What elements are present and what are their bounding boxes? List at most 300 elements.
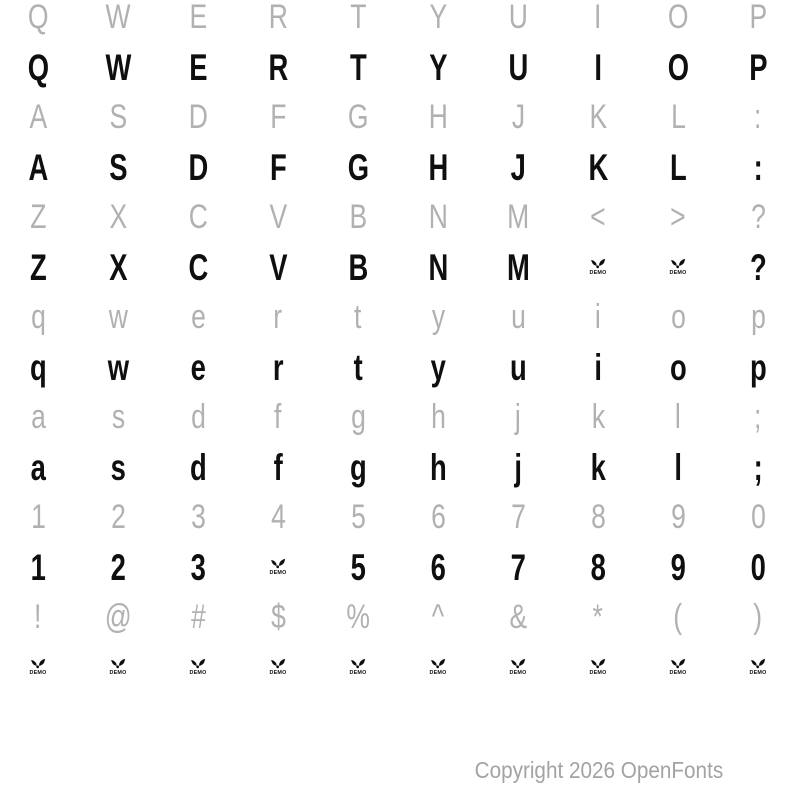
glyph-cell (106, 146, 131, 188)
glyph-cell (426, 46, 451, 88)
glyph-cell (27, 346, 50, 388)
glyph-cell (749, 200, 768, 234)
glyph-char: 3 (190, 546, 206, 588)
demo-fleuron-icon (748, 657, 768, 677)
glyph-char: L (670, 98, 686, 136)
glyph-cell (27, 246, 50, 288)
svg-text:DEMO: DEMO (429, 670, 447, 676)
glyph-cell (510, 100, 527, 134)
glyph-char: O (667, 0, 689, 36)
glyph-cell (746, 46, 771, 88)
glyph-char: Y (429, 0, 447, 36)
glyph-cell (272, 446, 284, 488)
glyph-cell (101, 600, 136, 634)
glyph-cell (186, 46, 211, 88)
glyph-char: q (29, 346, 47, 388)
glyph-cell (189, 300, 208, 334)
glyph-char: A (28, 146, 48, 188)
glyph-char: q (30, 298, 46, 336)
glyph-char: U (508, 46, 528, 88)
glyph-char: K (588, 146, 608, 188)
glyph-char: ? (750, 198, 766, 236)
glyph-cell (505, 46, 532, 88)
demo-fleuron-icon (28, 657, 48, 677)
glyph-row-bold (0, 142, 798, 192)
glyph-char: l (675, 398, 681, 436)
glyph-cell (349, 500, 368, 534)
glyph-cell (593, 0, 602, 34)
glyph-cell (28, 200, 49, 234)
glyph-row-bold (0, 242, 798, 292)
glyph-char: i (595, 298, 601, 336)
glyph-char: F (269, 98, 287, 136)
glyph-char: * (592, 598, 604, 636)
glyph-char: U (508, 0, 528, 36)
demo-glyph (588, 657, 608, 677)
glyph-cell (187, 446, 210, 488)
glyph-cell (430, 600, 446, 634)
glyph-cell (594, 300, 602, 334)
glyph-cell (752, 146, 764, 188)
glyph-cell (428, 546, 449, 588)
glyph-cell (509, 300, 528, 334)
demo-glyph (28, 657, 48, 677)
glyph-cell (108, 546, 129, 588)
demo-glyph (348, 657, 368, 677)
glyph-cell (514, 400, 522, 434)
glyph-char: u (509, 346, 527, 388)
svg-text:DEMO: DEMO (269, 570, 287, 576)
demo-fleuron-icon (668, 657, 688, 677)
glyph-char: r (272, 346, 284, 388)
glyph-char: R (268, 0, 288, 36)
glyph-char: G (347, 146, 369, 188)
glyph-cell (189, 400, 208, 434)
glyph-cell (104, 346, 133, 388)
glyph-cell (428, 346, 449, 388)
glyph-cell (267, 146, 290, 188)
glyph-char: W (105, 0, 131, 36)
glyph-char: B (348, 246, 368, 288)
glyph-cell (348, 546, 369, 588)
glyph-char: e (190, 346, 206, 388)
svg-text:DEMO: DEMO (669, 670, 687, 676)
glyph-cell (752, 600, 763, 634)
glyph-char: ( (673, 598, 683, 636)
glyph-cell (344, 146, 373, 188)
glyph-cell (426, 200, 451, 234)
glyph-cell (587, 100, 610, 134)
glyph-char: D (188, 98, 208, 136)
glyph-cell (664, 46, 693, 88)
glyph-cell (108, 446, 129, 488)
glyph-cell (593, 46, 603, 88)
glyph-char: p (750, 298, 766, 336)
glyph-cell (430, 300, 447, 334)
glyph-char: o (670, 298, 686, 336)
glyph-cell (747, 346, 770, 388)
glyph-row-bold (0, 642, 798, 692)
glyph-cell (189, 600, 208, 634)
glyph-cell (24, 46, 53, 88)
glyph-cell (508, 546, 529, 588)
glyph-char: # (190, 598, 206, 636)
glyph-char: 6 (430, 546, 446, 588)
glyph-cell (188, 346, 209, 388)
glyph-cell (343, 600, 373, 634)
glyph-char: r (273, 298, 283, 336)
glyph-char: @ (104, 598, 132, 636)
glyph-char: 8 (590, 546, 606, 588)
glyph-row-bold (0, 342, 798, 392)
glyph-char: ; (754, 398, 762, 436)
glyph-cell (591, 600, 604, 634)
glyph-char: D (188, 146, 208, 188)
glyph-cell (427, 0, 450, 34)
glyph-char: G (347, 98, 369, 136)
glyph-cell (345, 100, 371, 134)
glyph-cell (593, 346, 603, 388)
demo-glyph (268, 657, 288, 677)
demo-glyph (508, 657, 528, 677)
glyph-cell (186, 100, 211, 134)
glyph-char: y (431, 298, 445, 336)
glyph-cell (427, 446, 450, 488)
glyph-char: J (510, 146, 526, 188)
glyph-char: T (349, 0, 367, 36)
demo-glyph (428, 657, 448, 677)
glyph-row-bold (0, 542, 798, 592)
glyph-cell (29, 300, 48, 334)
glyph-char: J (511, 98, 525, 136)
glyph-char: i (594, 346, 602, 388)
glyph-cell (25, 0, 51, 34)
glyph-char: ! (34, 598, 42, 636)
glyph-char: e (190, 298, 206, 336)
glyph-char: a (30, 446, 46, 488)
glyph-char: j (515, 398, 521, 436)
glyph-cell (672, 600, 683, 634)
glyph-cell (110, 400, 127, 434)
glyph-char: Z (29, 198, 47, 236)
glyph-char: k (591, 398, 605, 436)
svg-text:DEMO: DEMO (189, 670, 207, 676)
glyph-char: l (674, 446, 682, 488)
svg-text:DEMO: DEMO (349, 670, 367, 676)
glyph-cell (508, 146, 529, 188)
glyph-cell (506, 0, 531, 34)
copyright-text: Copyright 2026 OpenFonts (474, 757, 723, 783)
glyph-char: W (105, 46, 131, 88)
demo-glyph (268, 557, 288, 577)
glyph-char: S (108, 146, 128, 188)
glyph-cell (426, 100, 451, 134)
demo-fleuron-icon (108, 657, 128, 677)
glyph-char: a (30, 398, 46, 436)
glyph-cell (665, 0, 691, 34)
glyph-char: ; (753, 446, 763, 488)
svg-text:DEMO: DEMO (509, 670, 527, 676)
glyph-cell (673, 446, 683, 488)
glyph-char: ? (749, 246, 767, 288)
glyph-cell (753, 100, 762, 134)
glyph-row-light (0, 92, 798, 142)
glyph-cell (101, 46, 136, 88)
glyph-char: M (506, 198, 530, 236)
glyph-cell (185, 246, 212, 288)
glyph-char: ) (753, 598, 763, 636)
glyph-cell (189, 500, 208, 534)
glyph-cell (588, 200, 608, 234)
glyph-row-light (0, 392, 798, 442)
glyph-char: N (428, 198, 448, 236)
glyph-char: 2 (110, 546, 126, 588)
glyph-cell (590, 400, 607, 434)
glyph-char: C (188, 198, 208, 236)
glyph-cell (667, 146, 690, 188)
demo-glyph (668, 657, 688, 677)
glyph-char: u (510, 298, 526, 336)
glyph-cell (271, 346, 285, 388)
glyph-row-light (0, 292, 798, 342)
glyph-cell (265, 46, 292, 88)
demo-fleuron-icon (348, 657, 368, 677)
svg-text:DEMO: DEMO (749, 670, 767, 676)
glyph-char: C (188, 246, 208, 288)
glyph-cell (273, 400, 282, 434)
glyph-cell (507, 346, 530, 388)
glyph-cell (106, 300, 131, 334)
glyph-char: Q (27, 46, 49, 88)
glyph-cell (669, 100, 688, 134)
glyph-cell (585, 146, 612, 188)
glyph-char: N (428, 246, 448, 288)
glyph-cell (29, 400, 48, 434)
glyph-row-light (0, 592, 798, 642)
glyph-cell (102, 0, 134, 34)
demo-glyph (588, 257, 608, 277)
glyph-char: > (670, 198, 686, 236)
glyph-cell (752, 446, 764, 488)
glyph-char: 8 (590, 498, 606, 536)
glyph-char: A (29, 98, 47, 136)
glyph-char: s (110, 446, 126, 488)
glyph-cell (749, 300, 768, 334)
glyph-char: g (349, 446, 367, 488)
glyph-char: Z (29, 246, 47, 288)
glyph-cell (749, 500, 768, 534)
glyph-char: X (108, 246, 128, 288)
glyph-cell (272, 300, 283, 334)
svg-text:DEMO: DEMO (109, 670, 127, 676)
glyph-cell (268, 100, 289, 134)
glyph-cell (352, 346, 364, 388)
glyph-char: : (753, 146, 763, 188)
demo-fleuron-icon (428, 657, 448, 677)
glyph-row-light (0, 192, 798, 242)
glyph-char: H (428, 98, 448, 136)
glyph-char: I (594, 0, 602, 36)
glyph-cell (668, 200, 688, 234)
glyph-cell (107, 200, 130, 234)
glyph-cell (266, 0, 291, 34)
glyph-char: g (350, 398, 366, 436)
glyph-char: 0 (750, 546, 766, 588)
glyph-cell (425, 246, 452, 288)
glyph-cell (187, 0, 210, 34)
demo-fleuron-icon (268, 557, 288, 577)
glyph-char: h (429, 446, 447, 488)
glyph-cell (269, 600, 288, 634)
glyph-char: p (749, 346, 767, 388)
glyph-cell (348, 0, 369, 34)
glyph-cell (349, 400, 368, 434)
glyph-cell (507, 600, 530, 634)
glyph-cell (513, 446, 523, 488)
glyph-char: j (514, 446, 522, 488)
glyph-char: 1 (30, 546, 46, 588)
glyph-char: : (754, 98, 762, 136)
glyph-cell (509, 500, 528, 534)
glyph-char: Q (27, 0, 49, 36)
glyph-row-bold (0, 42, 798, 92)
glyph-cell (753, 400, 762, 434)
glyph-cell (29, 500, 48, 534)
glyph-char: t (353, 346, 363, 388)
glyph-char: t (354, 298, 362, 336)
glyph-char: 9 (670, 498, 686, 536)
glyph-char: 5 (350, 546, 366, 588)
glyph-cell (503, 246, 534, 288)
glyph-row-light (0, 492, 798, 542)
glyph-char: w (108, 298, 128, 336)
glyph-char: ^ (431, 598, 445, 636)
glyph-cell (106, 246, 131, 288)
glyph-cell (588, 546, 609, 588)
demo-glyph (748, 657, 768, 677)
glyph-char: k (590, 446, 606, 488)
glyph-cell (668, 546, 689, 588)
glyph-char: & (509, 598, 527, 636)
svg-text:DEMO: DEMO (269, 670, 287, 676)
glyph-cell (674, 400, 682, 434)
glyph-char: T (349, 46, 367, 88)
glyph-char: M (506, 246, 530, 288)
glyph-char: E (188, 46, 208, 88)
glyph-cell (28, 546, 49, 588)
glyph-char: s (111, 398, 125, 436)
demo-glyph (668, 257, 688, 277)
demo-fleuron-icon (588, 657, 608, 677)
glyph-char: K (589, 98, 607, 136)
glyph-char: I (594, 46, 602, 88)
glyph-char: 5 (350, 498, 366, 536)
glyph-cell (347, 200, 370, 234)
glyph-char: 2 (110, 498, 126, 536)
glyph-char: H (428, 146, 448, 188)
glyph-cell (109, 500, 128, 534)
glyph-row-light (0, 0, 798, 42)
glyph-cell (669, 500, 688, 534)
glyph-cell (504, 200, 532, 234)
glyph-cell (588, 446, 609, 488)
glyph-cell (28, 446, 49, 488)
glyph-cell (188, 546, 209, 588)
glyph-cell (186, 200, 211, 234)
glyph-char: X (109, 198, 127, 236)
svg-text:DEMO: DEMO (589, 670, 607, 676)
glyph-char: % (346, 598, 370, 636)
glyph-char: f (273, 446, 283, 488)
demo-fleuron-icon (588, 257, 608, 277)
glyph-char: R (268, 46, 288, 88)
glyph-char: $ (270, 598, 286, 636)
glyph-row-bold (0, 442, 798, 492)
glyph-char: 0 (750, 498, 766, 536)
glyph-char: P (749, 0, 767, 36)
demo-fleuron-icon (668, 257, 688, 277)
glyph-char: o (669, 346, 687, 388)
demo-glyph (108, 657, 128, 677)
demo-fleuron-icon (188, 657, 208, 677)
glyph-cell (425, 146, 452, 188)
glyph-char: 7 (510, 546, 526, 588)
glyph-char: 1 (30, 498, 46, 536)
glyph-cell (748, 546, 769, 588)
glyph-char: w (107, 346, 129, 388)
glyph-cell (429, 400, 448, 434)
glyph-char: V (268, 246, 288, 288)
glyph-cell (353, 300, 362, 334)
glyph-char: h (430, 398, 446, 436)
glyph-cell (345, 246, 372, 288)
glyph-cell (667, 346, 690, 388)
glyph-cell (33, 600, 42, 634)
glyph-char: Y (428, 46, 448, 88)
glyph-char: F (269, 146, 287, 188)
glyph-char: < (590, 198, 606, 236)
glyph-char: 3 (190, 498, 206, 536)
glyph-char: L (669, 146, 687, 188)
glyph-char: O (667, 46, 689, 88)
glyph-char: S (109, 98, 127, 136)
glyph-cell (185, 146, 212, 188)
demo-fleuron-icon (508, 657, 528, 677)
glyph-cell (25, 146, 52, 188)
glyph-cell (27, 100, 50, 134)
glyph-char: y (430, 346, 446, 388)
glyph-char: d (189, 446, 207, 488)
glyph-char: d (190, 398, 206, 436)
glyph-cell (266, 246, 291, 288)
glyph-cell (747, 246, 770, 288)
svg-text:DEMO: DEMO (29, 670, 47, 676)
glyph-char: 7 (510, 498, 526, 536)
demo-fleuron-icon (268, 657, 288, 677)
demo-glyph (188, 657, 208, 677)
svg-text:DEMO: DEMO (669, 270, 687, 276)
glyph-cell (267, 200, 290, 234)
glyph-cell (107, 100, 130, 134)
glyph-char: 9 (670, 546, 686, 588)
glyph-char: 4 (270, 498, 286, 536)
glyph-char: f (274, 398, 282, 436)
glyph-char: P (748, 46, 768, 88)
glyph-cell (589, 500, 608, 534)
glyph-cell (429, 500, 448, 534)
glyph-cell (347, 46, 370, 88)
glyph-cell (347, 446, 370, 488)
